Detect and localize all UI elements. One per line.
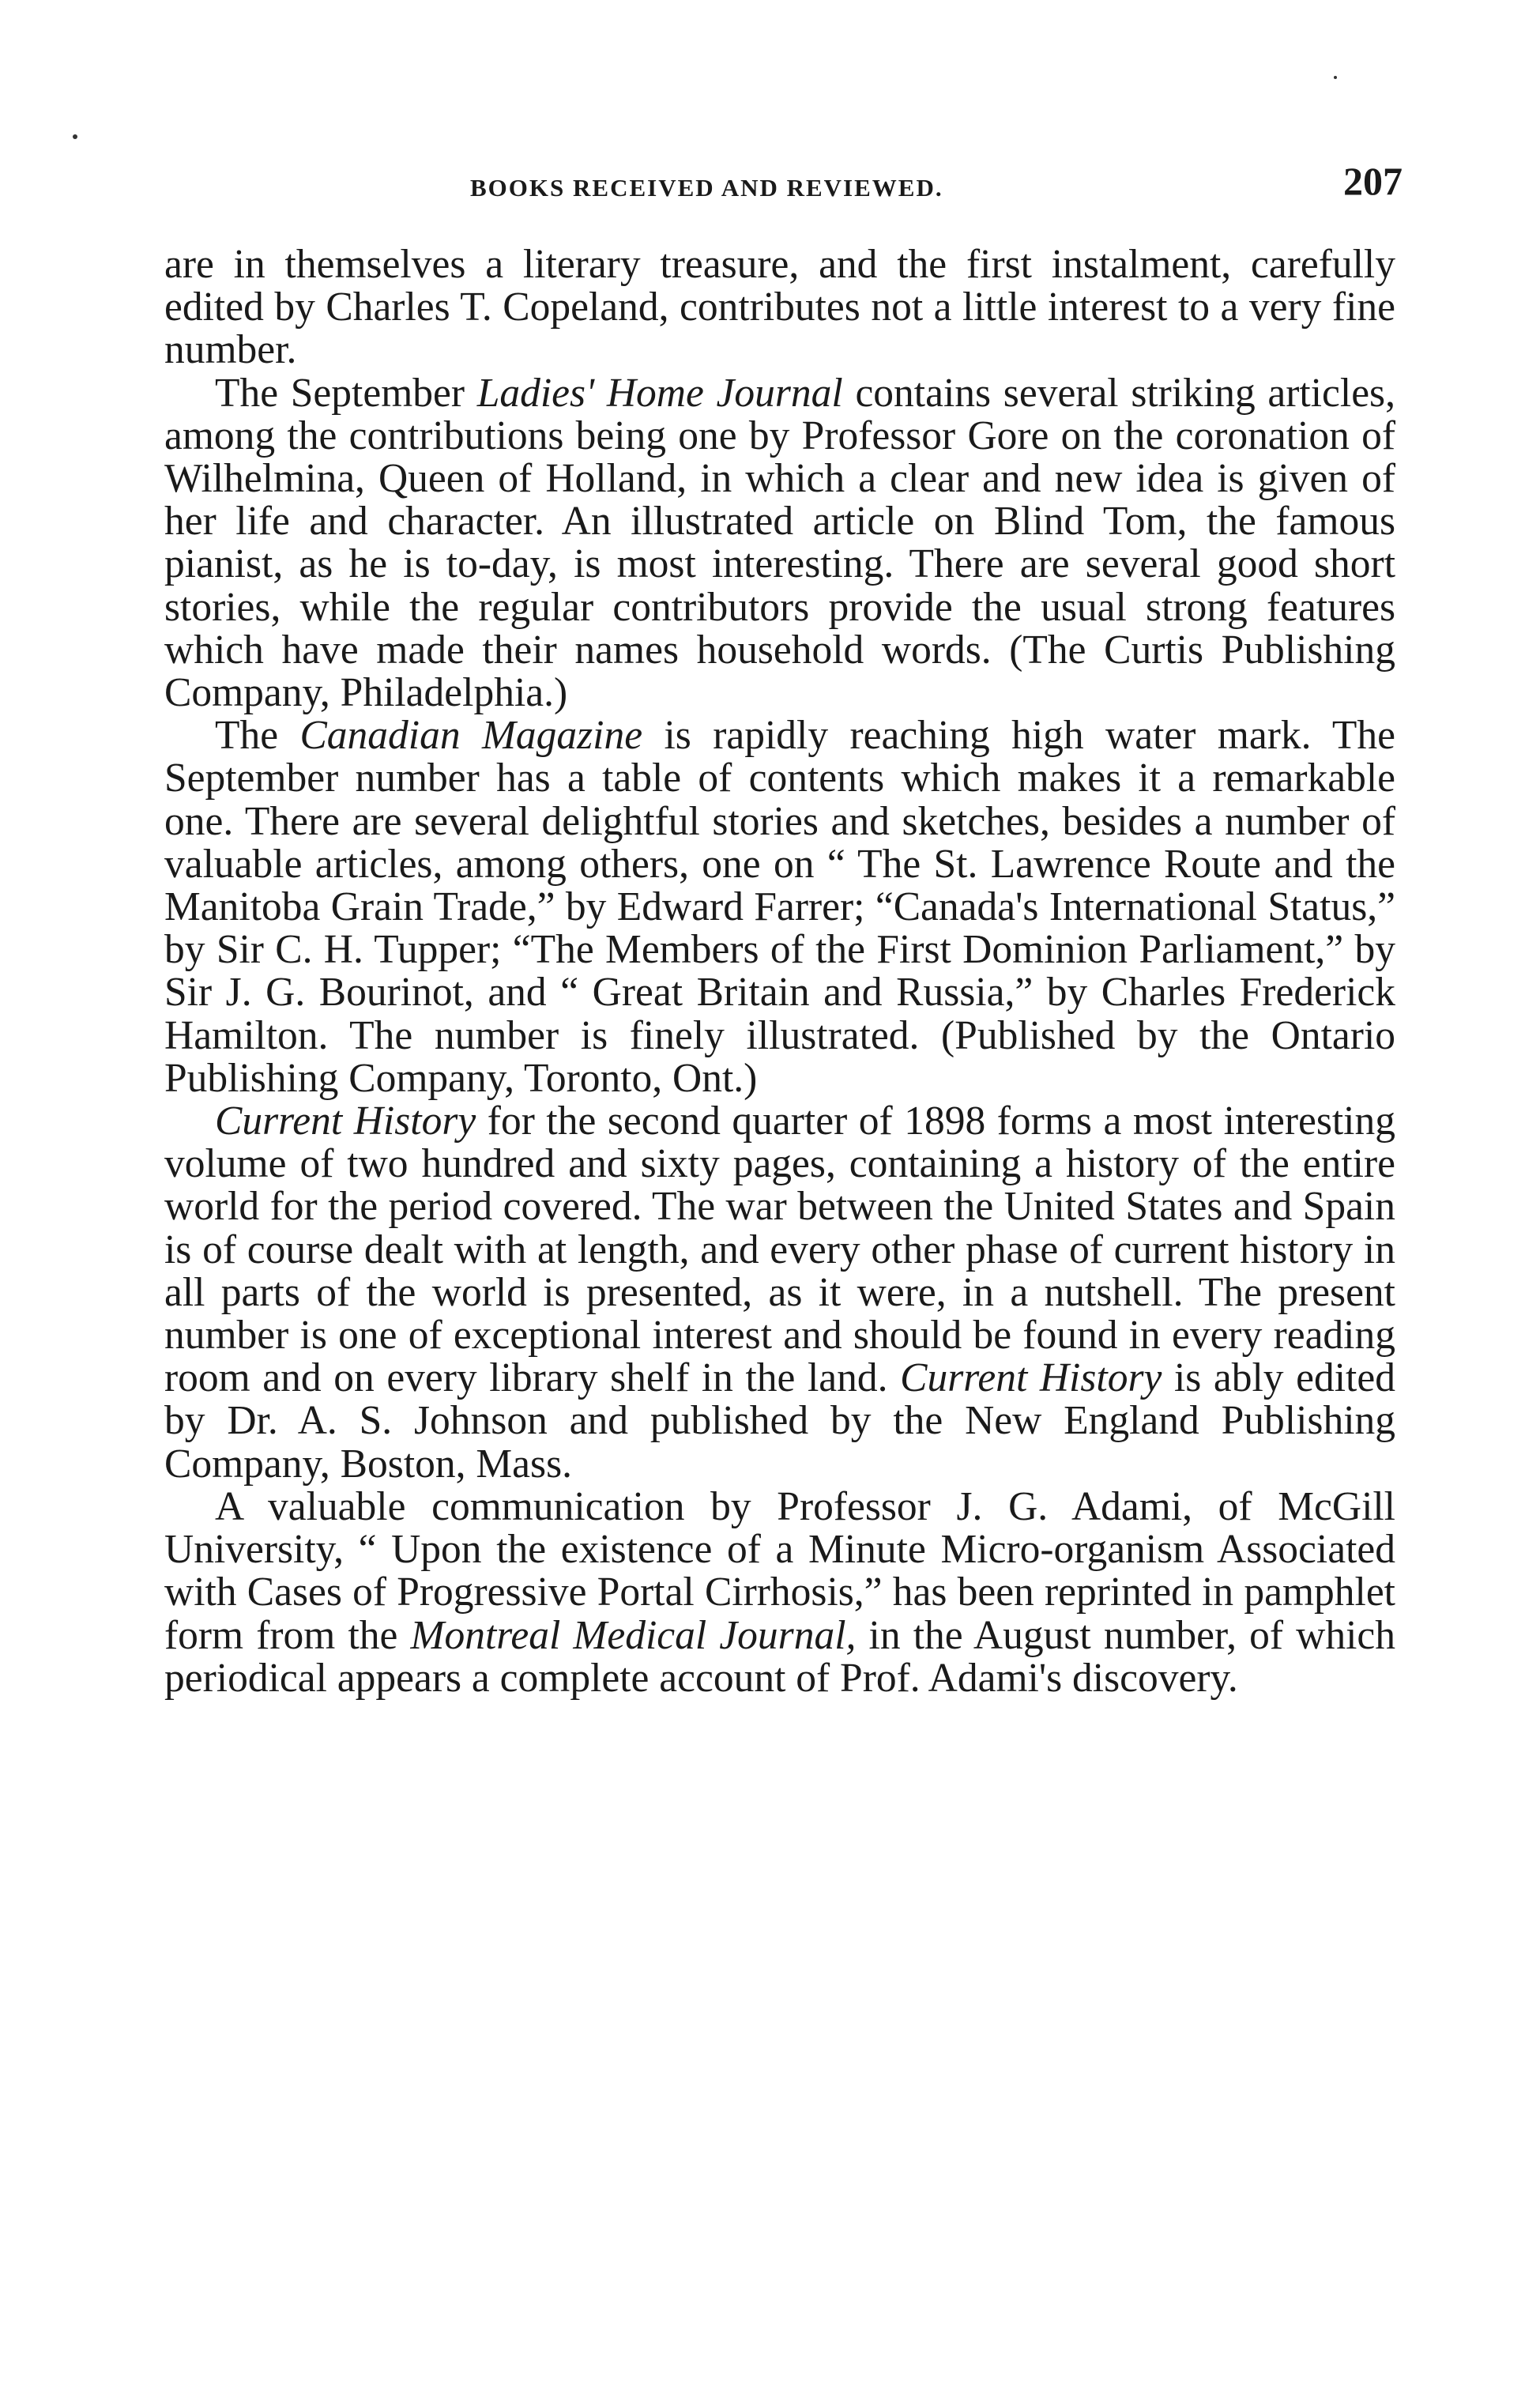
paragraph-adami-communication xyxy=(164,1483,1396,1701)
page-header xyxy=(158,158,1403,221)
periodical-title: Ladies' Home Journal xyxy=(476,370,843,416)
periodical-title: Canadian Magazine xyxy=(299,713,643,759)
periodical-title: Current History xyxy=(215,1099,476,1144)
running-head: BOOKS RECEIVED AND REVIEWED. xyxy=(470,174,943,202)
periodical-title: Current History xyxy=(900,1355,1162,1401)
text-run: A valuable communication by Professor J. G. Adami, of McGill University, “ Upon the existence of a Minute Micro-organism Associated with Cases of Progressive Portal Cirrhosis,” has been reprinted in pamphlet form from the xyxy=(164,1483,1395,1658)
paragraph-ladies-home-journal xyxy=(164,372,1395,715)
text-run: contains several striking articles, among the contributions being one by Professor Gore on the coronation of Wilhelmina, Queen of Holland, in which a clear and new idea is given of her life and character. An illustrated article on Blind Tom, the famous pianist, as he is to-day, is most interesting. There are several good short stories, while the regular contributors provide the usual strong features which have made their names household words. (The Curtis Publishing Company, Philadelphia.) xyxy=(164,370,1395,716)
page-number: 207 xyxy=(1343,159,1403,203)
periodical-title: Montreal Medical Journal, xyxy=(410,1612,857,1658)
text-run: The xyxy=(215,713,300,759)
text-run: in the August number, of which periodical appears a complete account of Prof. Adami's discovery. xyxy=(164,1612,1396,1701)
text-run: The September xyxy=(215,370,477,416)
text-run: are in themselves a literary treasure, and the first instalment, carefully edited by Charles T. Copeland, contributes not a little interest to a very fine number. xyxy=(164,242,1395,373)
stray-ink-dot xyxy=(1334,76,1337,79)
paragraph-canadian-magazine xyxy=(164,714,1395,1100)
paragraph-current-history xyxy=(164,1100,1395,1486)
body-text xyxy=(164,243,1395,1700)
paragraph-continuation xyxy=(164,243,1395,372)
text-run: for the second quarter of 1898 forms a most interesting volume of two hundred and sixty pages, containing a history of the entire world for the period covered. The war between the United States and Spain is of course dealt with at length, and every other phase of current history in all parts of the world is presented, as it were, in a nutshell. The present number is one of exceptional interest and should be found in every reading room and on every library shelf in the land. xyxy=(164,1099,1395,1401)
text-run: is ably edited by Dr. A. S. Johnson and published by the New England Publishing Company, Boston, Mass. xyxy=(164,1355,1395,1487)
stray-ink-dot xyxy=(73,134,77,139)
text-run: is rapidly reaching high water mark. The September number has a table of contents which makes it a remarkable one. There are several delightful stories and sketches, besides a number of valuable articles, among others, one on “ The St. Lawrence Route and the Manitoba Grain Trade,” by Edward Farrer; “Canada's International Status,” by Sir C. H. Tupper; “The Members of the First Dominion Parliament,” by Sir J. G. Bourinot, and “ Great Britain and Russia,” by Charles Frederick Hamilton. The number is finely illustrated. (Published by the Ontario Publishing Company, Toronto, Ont.) xyxy=(164,713,1395,1101)
